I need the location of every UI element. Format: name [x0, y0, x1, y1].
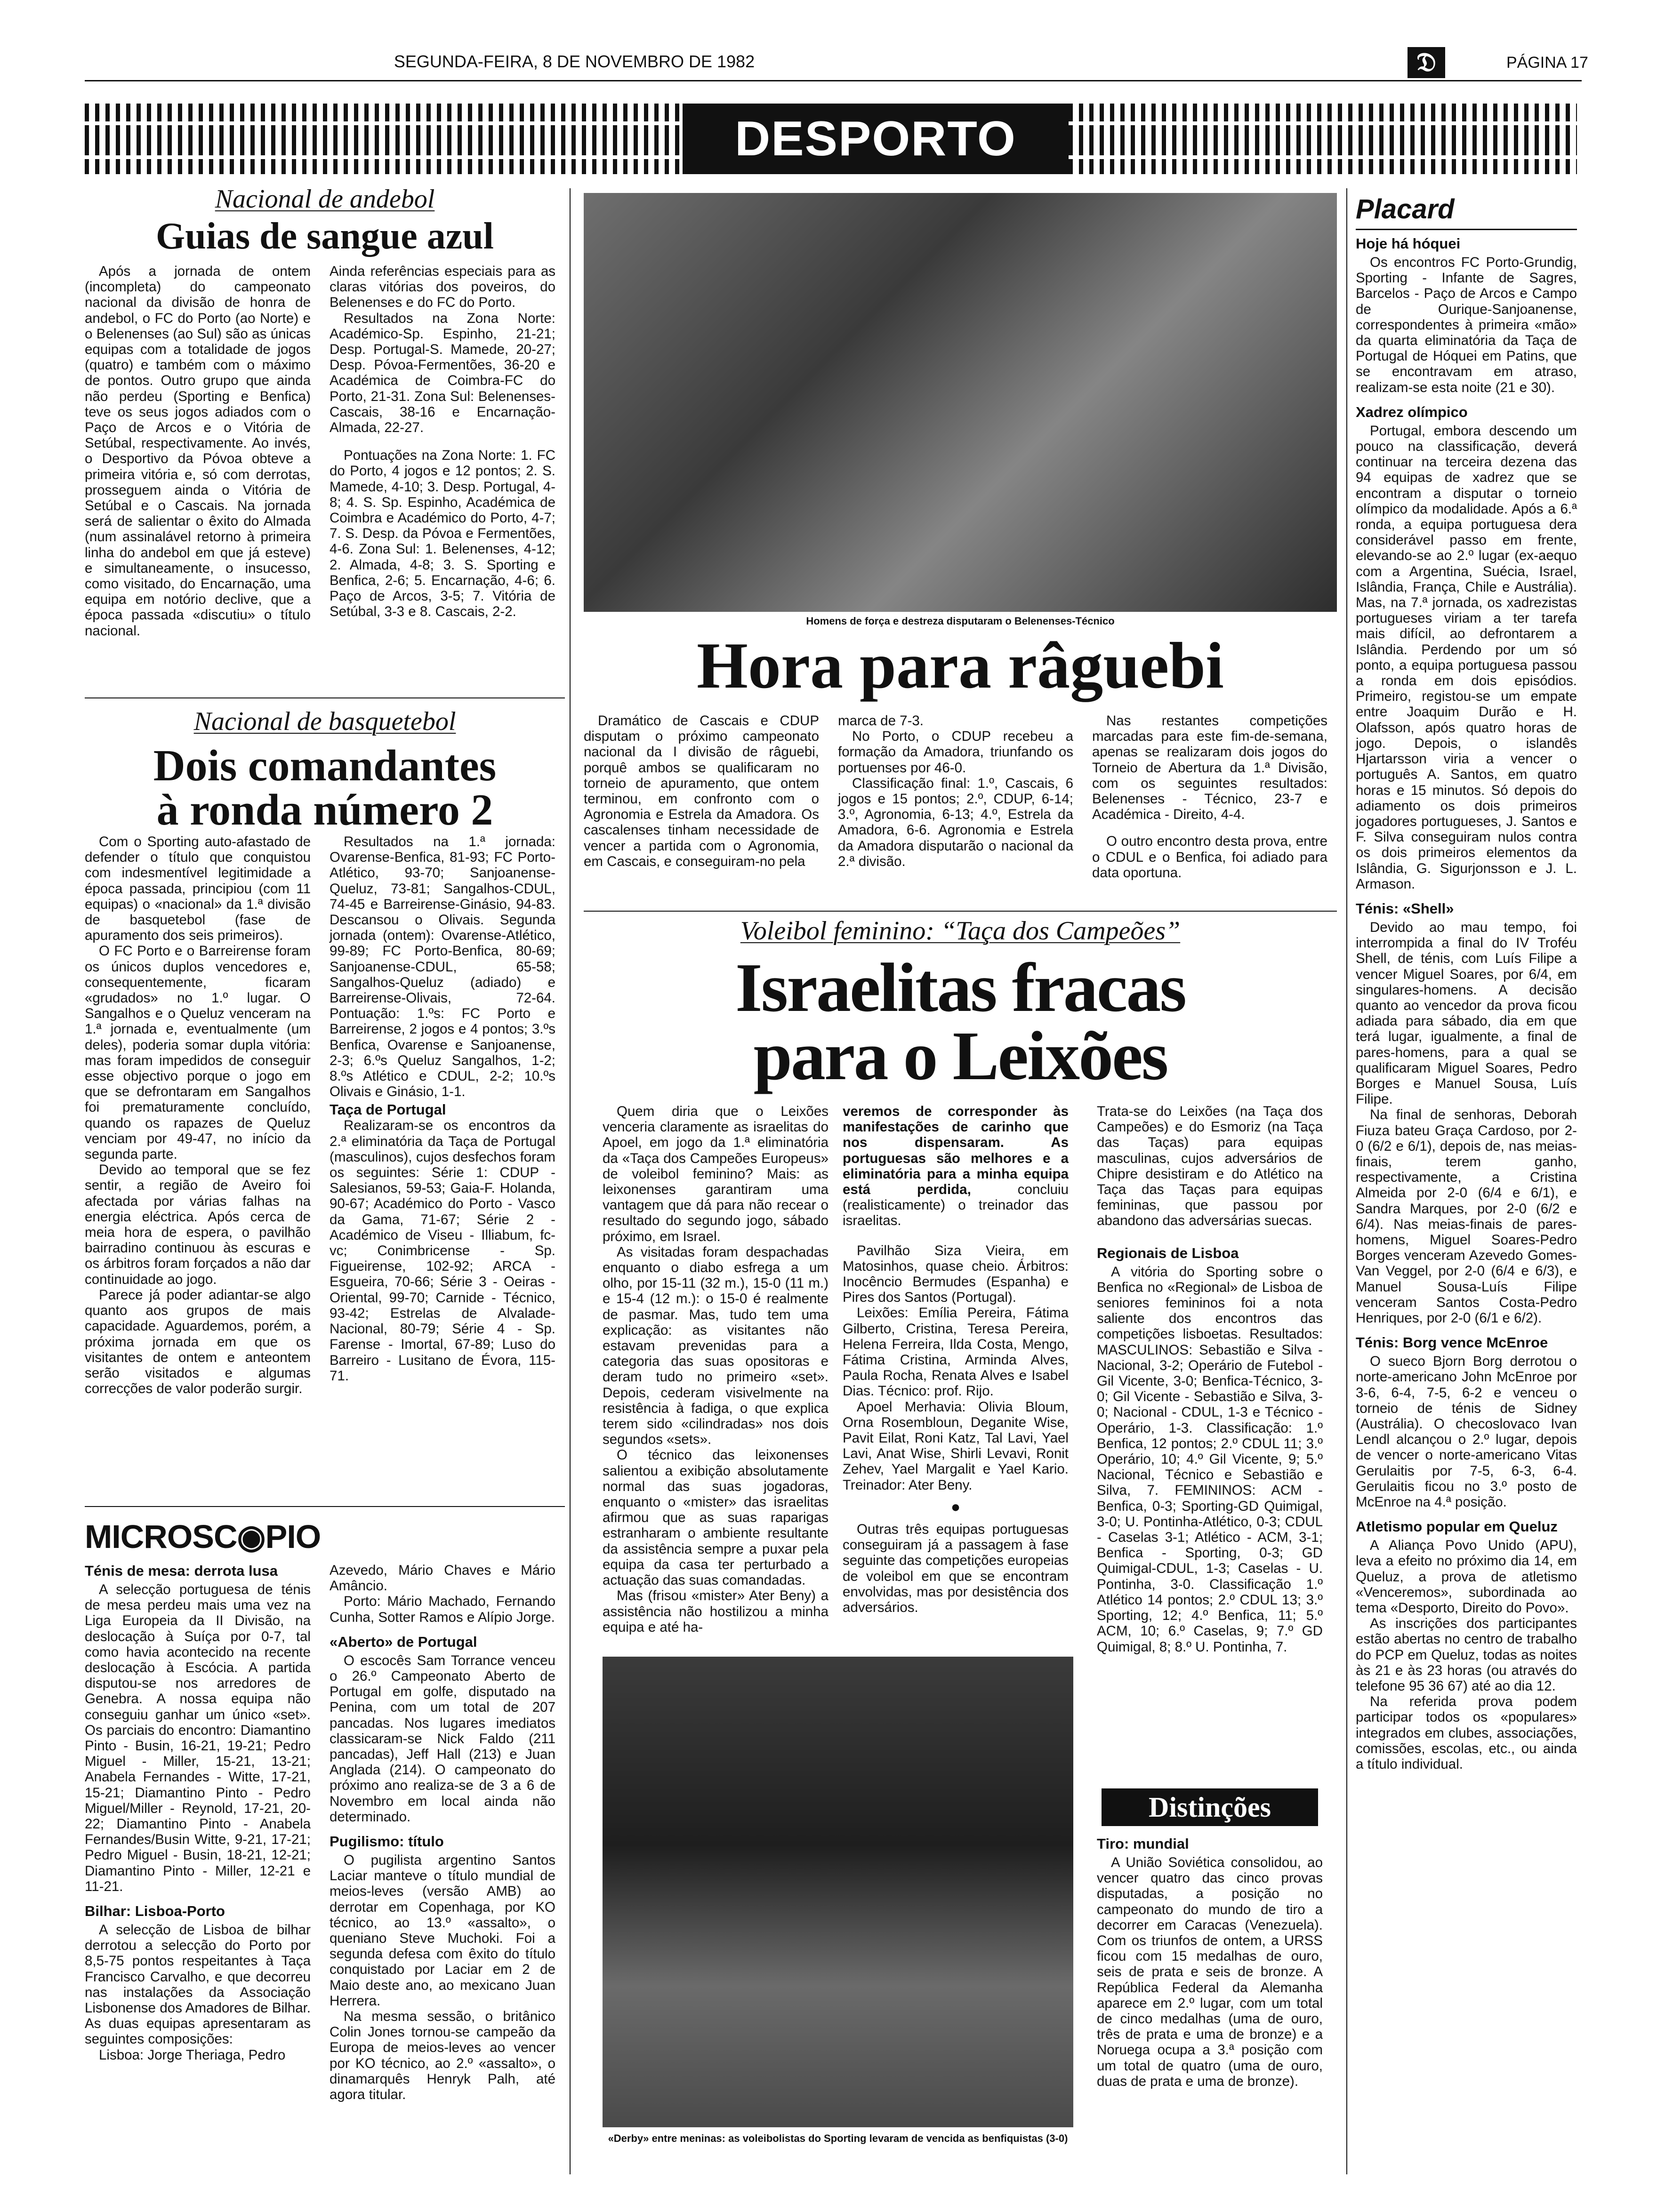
bilhar-porto: Porto: Mário Machado, Fernando Cunha, Sotter Ramos e Alípio Jorge.: [330, 1594, 555, 1625]
basquetebol-col2: [330, 834, 555, 1384]
rugby-col1: [584, 713, 819, 869]
voleibol-quote-bold: veremos de corresponder às manifestações de carinho que nos dispensaram. As portuguesas são melhores e a eliminatória para a minha equipa está perdida,: [843, 1104, 1069, 1198]
volleyball-photo-caption: «Derby» entre meninas: as voleibolistas do Sporting levaram de vencida as benfiquistas (3-0): [608, 2132, 1068, 2144]
bilhar-title: Bilhar: Lisboa-Porto: [85, 1903, 225, 1920]
regionais-text: A vitória do Sporting sobre o Benfica no «Regional» de Lisboa de seniores femininos foi a nota saliente dos encontros das competições lisboetas. Resultados: MASCULINOS: Sebastião e Silva - Nacional, 3-2; Operário de Futebol - Gil Vicente, 3-0; Benfica-Técnico, 3-0; Gil Vicente - Sebastião e Silva, 3-0; Nacional - CDUL, 1-3 e Técnico - Operário, 1-3. Classificação: 1.º Benfica, 12 pontos; 2.º CDUL 11; 3.º Operário, 10; 4.º Gil Vicente, 9; 5.º Nacional, Técnico e Sebastião e Silva, 7. FEMININOS: ACM - Benfica, 0-3; Sporting-GD Quimigal, 3-0; U. Pontinha-Atlético, 0-3; CDUL - Caselas 3-1; Atlético - ACM, 3-1; Benfica - Sporting, 0-3; GD Quimigal-CDUL, 1-3; Caselas - U. Pontinha, 3-0. Classificação 1.º Atlético 14 pontos; 2.º CDUL 13; 3.º Sporting, 12; 4.º Benfica, 11; 5.º ACM, 10; 6.º Caselas, 9; 7.º GD Quimigal, 8; 8.º U. Pontinha, 7.: [1097, 1264, 1323, 1655]
atletismo-text: A Aliança Povo Unido (APU), leva a efeito no próximo dia 14, em Queluz, a prova de atletismo «Venceremos», subordinada ao tema «Desporto, Direito do Povo».: [1356, 1538, 1577, 1616]
rugby-paragraph: Classificação final: 1.º, Cascais, 6 jogos e 15 pontos; 2.º, CDUP, 6-14; 3.º, Agronomia, 6-13; 4.º, Estrela da Amadora, 6-6. Agronomia e Estrela da Amadora disputarão o nacional da 2.ª divisão.: [838, 775, 1073, 869]
andebol-headline: Guias de sangue azul: [156, 216, 494, 257]
voleibol-paragraph: Trata-se do Leixões (na Taça dos Campeões) e do Esmoriz (na Taça das Taças) para equipas masculinas, cujos adversários de Chipre desistiram e do Atlético na Taça das Taças para equipas femininas, que passou por abandono das adversárias suecas.: [1097, 1104, 1323, 1229]
bilhar-continued: Azevedo, Mário Chaves e Mário Amâncio.: [330, 1563, 555, 1594]
voleibol-section-label: Voleibol feminino: “Taça dos Campeões”: [740, 916, 1181, 946]
microscopio-col1: [85, 1563, 311, 2063]
shell-text-2: Na final de senhoras, Deborah Fiuza bateu Graça Cardoso, por 2-0 (6/2 e 6/1), depois de, nas meias-finais, terem ganho, respectivamente, a Cristina Almeida por 2-0 (6/4 e 6/1), e Sandra Marques, por 2-0 (6/2 e 6/4). Nas meias-finais de pares-homens, Miguel Soares-Pedro Borges venceram Azevedo Gomes-Van Veggel, por 2-0 (6/4 e 6/3), e Manuel Sousa-Luís Filipe venceram Santos Costa-Pedro Henriques, por 2-0 (6/1 e 6/2).: [1356, 1107, 1577, 1326]
basquetebol-paragraph: Devido ao temporal que se fez sentir, a região de Aveiro foi afectada por várias falhas na energia eléctrica. Após cerca de meia hora de espera, o pavilhão bairradino continuou às escuras e os árbitros foram forçados a não dar continuidade ao jogo.: [85, 1162, 311, 1287]
voleibol-col2: [843, 1104, 1069, 1615]
microscopio-title: MICROSC◉PIO: [85, 1518, 321, 1555]
basquetebol-headline-1: Dois comandantes: [153, 741, 497, 790]
rugby-col3: [1092, 713, 1327, 881]
voleibol-col1: [603, 1104, 828, 1635]
tiro-text: A União Soviética consolidou, ao vencer quatro das cinco provas disputadas, a posição no campeonato do mundo de tiro a decorrer em Caracas (Venezuela). Com os triunfos de ontem, a URSS ficou com 15 medalhas de ouro, seis de prata e seis de bronze. A República Federal da Alemanha aparece em 2.º lugar, com um total de cinco medalhas (uma de ouro, três de prata e uma de bronze) e a Noruega ocupa a 3.ª posição com um total de quatro (uma de ouro, duas de prata e uma de bronze).: [1097, 1855, 1323, 2089]
distincoes-box-title: Distinções: [1102, 1788, 1318, 1826]
header-date: SEGUNDA-FEIRA, 8 DE NOVEMBRO DE 1982: [394, 52, 755, 71]
andebol-article: [85, 184, 565, 701]
andebol-divider: [85, 697, 565, 698]
aberto-title: «Aberto» de Portugal: [330, 1633, 477, 1650]
voleibol-paragraph: Outras três equipas portuguesas conseguiram já a passagem à fase seguinte das competições europeias de voleibol em que se encontram envolvidas, mas por desistência dos adversários.: [843, 1522, 1069, 1616]
rugby-divider: [584, 911, 1337, 912]
pugilismo-text: O pugilista argentino Santos Laciar manteve o título mundial de meios-leves (versão AMB) ao derrotar em Copenhaga, por KO técnico, ao 13.º «assalto», o queniano Steve Muchoki. Foi a segunda defesa com êxito do título conquistado por Laciar em 2 de Maio deste ano, ao mexicano Juan Herrera.: [330, 1852, 555, 2009]
rugby-paragraph: O outro encontro desta prova, entre o CDUL e o Benfica, foi adiado para data oportuna.: [1092, 834, 1327, 881]
page-number: PÁGINA 17: [1506, 54, 1588, 72]
hoquei-text: Os encontros FC Porto-Grundig, Sporting - Infante de Sagres, Barcelos - Paço de Arcos e Campo de Ourique-Sanjoanense, correspondentes à primeira «mão» da quarta eliminatória da Taça de Portugal de Hóquei em Patins, que se encontravam em atraso, realizam-se esta noite (21 e 30).: [1356, 255, 1577, 395]
basquetebol-paragraph: Com o Sporting auto-afastado de defender o título que conquistou com indesmentível legitimidade a época passada, principiou (com 11 equipas) o «nacional» da 1.ª divisão de basquetebol (fase de apuramento dos seis primeiros).: [85, 834, 311, 944]
header-rule: [85, 80, 1582, 81]
placard-column: [1356, 193, 1582, 2170]
left-column-rule: [570, 188, 571, 2174]
basquetebol-paragraph: O FC Porto e o Barreirense foram os únicos duplos vencedores e, consequentemente, ficaram «grudados» no 1.º lugar. O Sangalhos e o Queluz venceram na 1.ª jornada e, eventualmente (um deles), poderia somar dupla vitória: mas foram impedidos de conseguir esse objectivo porque o jogo em que se defrontaram em Sangalhos foi prematuramente concluído, quando os rapazes de Queluz venciam por 49-47, no início da segunda parte.: [85, 943, 311, 1162]
voleibol-headline-2: para o Leixões: [753, 1018, 1167, 1095]
andebol-paragraph: Após a jornada de ontem (incompleta) do campeonato nacional da divisão de honra de andebol, o FC do Porto (ao Norte) e o Belenenses (ao Sul) são as únicas equipas com a totalidade de jogos (quatro) e também com o máximo de pontos. Outro grupo que ainda não perdeu (Sporting e Benfica) teve os seus jogos adiados com o Paço de Arcos e o Vitória de Setúbal, respectivamente. Ao invés, o Desportivo da Póvoa obteve a primeira vitória e, só com derrotas, prosseguem ainda o Vitória de Setúbal e o Cascais. Na jornada será de salientar o êxito do Almada (num assinalável retorno à primeira linha do andebol em que já esteve) e simultaneamente, o insucesso, como visitado, do Encarnação, uma equipa em notório declive, que a época passada «discutiu» o título nacional.: [85, 264, 311, 639]
voleibol-col3: [1097, 1104, 1323, 1655]
voleibol-headline-1: Israelitas fracas: [735, 949, 1185, 1026]
regionais-title: Regionais de Lisboa: [1097, 1244, 1239, 1261]
tenis-mesa-text: A selecção portuguesa de ténis de mesa perdeu mais uma vez na Liga Europeia da II Divisão, na deslocação à Suíça por 0-7, tal como havia acontecido na recente deslocação à Escócia. A partida disputou-se nos arredores de Genebra. A nossa equipa não conseguiu ganhar um único «set». Os parciais do encontro: Diamantino Pinto - Busin, 16-21, 19-21; Pedro Miguel - Miller, 15-21, 13-21; Anabela Fernandes - Witte, 17-21, 15-21; Diamantino Pinto - Pedro Miguel/Miller - Reynold, 17-21, 20-22; Diamantino Pinto - Anabela Fernandes/Busin Witte, 9-21, 17-21; Pedro Miguel - Busin, 18-21, 12-21; Diamantino Pinto - Miller, 12-21 e 11-21.: [85, 1582, 311, 1894]
andebol-col2: [330, 264, 555, 619]
voleibol-paragraph: Pavilhão Siza Vieira, em Matosinhos, quase cheio. Árbitros: Inocêncio Bermudes (Espanha) e Pires dos Santos (Portugal).: [843, 1242, 1069, 1306]
placard-title: Placard: [1356, 194, 1455, 224]
aberto-text: O escocês Sam Torrance venceu o 26.º Campeonato Aberto de Portugal em golfe, disputado na Penina, com um total de 207 pancadas. Nos lugares imediatos classicaram-se Nick Faldo (211 pancadas), Jeff Hall (213) e Juan Anglada (214). O campeonato do próximo ano realiza-se de 3 a 6 de Novembro em local ainda não determinado.: [330, 1652, 555, 1825]
section-banner: [85, 104, 1577, 174]
xadrez-title: Xadrez olímpico: [1356, 403, 1468, 420]
bilhar-text: A selecção de Lisboa de bilhar derrotou a selecção do Porto por 8,5-75 pontos respeitantes à Taça Francisco Carvalho, e que decorreu nas instalações da Associação Lisbonense dos Amadores de Bilhar. As duas equipas apresentaram as seguintes composições:: [85, 1922, 311, 2047]
basquetebol-article: [85, 706, 565, 1506]
voleibol-paragraph: O técnico das leixonenses salientou a exibição absolutamente normal das suas jogadoras, enquanto o «mister» das israelitas afirmou que as suas raparigas estranharam o ambiente resultante da assistência sempre a puxar pela equipa da casa ter perturbado a actuação das suas comandadas.: [603, 1447, 828, 1588]
rugby-col2: [838, 713, 1073, 869]
atletismo-title: Atletismo popular em Queluz: [1356, 1518, 1558, 1535]
voleibol-paragraph: Mas (frisou «mister» Ater Beny) a assistência não hostilizou a minha equipa e até ha-: [603, 1588, 828, 1635]
page-header: [0, 0, 1657, 85]
pugilismo-title: Pugilismo: título: [330, 1833, 444, 1850]
andebol-section-label: Nacional de andebol: [215, 184, 435, 214]
voleibol-paragraph: Quem diria que o Leixões venceria claramente as israelitas do Apoel, em jogo da 1.ª eliminatória da «Taça dos Campeões Europeus» de voleibol feminino? Mais: as leixonenses garantiram uma vantagem que dá para não recear o resultado do segundo jogo, sábado próximo, em Israel.: [603, 1104, 828, 1244]
andebol-paragraph: Resultados na Zona Norte: Académico-Sp. Espinho, 21-21; Desp. Portugal-S. Mamede, 20-27; Desp. Póvoa-Fermentões, 36-20 e Académica de Coimbra-FC do Porto, 21-31. Zona Sul: Belenenses-Cascais, 38-16 e Encarnação-Almada, 22-27.: [330, 310, 555, 436]
taca-portugal-text: Realizaram-se os encontros da 2.ª eliminatória da Taça de Portugal (masculinos), cujos desfechos foram os seguintes: Série 1: CDUP - Salesianos, 59-53; Gaia-F. Holanda, 90-67; Académico do Porto - Vasco da Gama, 71-67; Série 2 - Académico de Viseu - Illiabum, fc-vc; Conimbricense - Sp. Figueirense, 102-92; ARCA - Esgueira, 70-66; Série 3 - Oeiras - Oriental, 99-70; Carnide - Técnico, 93-42; Estrelas de Alvalade-Nacional, 80-79; Série 4 - Sp. Farense - Imortal, 67-89; Luso do Barreiro - Lusitano de Évora, 115-71.: [330, 1118, 555, 1384]
volleyball-photo: [603, 1657, 1073, 2127]
distincoes-column: [1097, 1835, 1323, 2089]
shell-title: Ténis: «Shell»: [1356, 900, 1454, 917]
pugilismo-text-2: Na mesma sessão, o britânico Colin Jones tornou-se campeão da Europa de meios-leves ao vencer por KO técnico, ao 2.º «assalto», o dinamarquês Henryk Palh, até agora titular.: [330, 2009, 555, 2103]
rugby-headline: Hora para râguebi: [697, 629, 1224, 702]
rugby-paragraph: Dramático de Cascais e CDUP disputam o próximo campeonato nacional da I divisão de râguebi, porquê ambos se qualificaram no torneio de apuramento, que ontem terminou, em confronto com o Agronomia e Estrela da Amadora. Os cascalenses tinham necessidade de vencer a partida com o Agronomia, em Cascais, e conseguiram-no pela: [584, 713, 819, 869]
newspaper-logo: 𝔇: [1408, 47, 1445, 78]
separator-dot: ●: [950, 1498, 961, 1516]
xadrez-text: Portugal, embora descendo um pouco na classificação, deverá continuar na terceira dezena das 94 equipas de xadrez que se encontram a disputar o torneio olímpico da modalidade. Após a 6.ª ronda, a equipa portuguesa dera considerável passo em frente, elevando-se ao 2.º lugar (ex-aequo com a Argentina, Suécia, Israel, Islândia, França, Chile e Austrália). Mas, na 7.ª jornada, os xadrezistas portugueses viriam a ter tarefa mais difícil, ao defrontarem a Islândia. Perdendo por um só ponto, a equipa portuguesa passou a ronda em dois episódios. Primeiro, registou-se um empate entre Joaquim Durão e H. Olafsson, após quatro horas de jogo. Depois, o islandês Hjartarsson viria a vencer o português A. Santos, em quatro horas e 15 minutos. Só depois do adiamento os dois primeiros jogadores portugueses, J. Santos e F. Silva conseguiram nulos contra os dois primeiros elementos da Islândia, G. Sigurjonsson e J. L. Armason.: [1356, 423, 1577, 892]
rugby-photo: [584, 193, 1337, 612]
basquetebol-headline-2: à ronda número 2: [156, 785, 493, 834]
section-title: DESPORTO: [683, 104, 1069, 174]
tenis-mesa-title: Ténis de mesa: derrota lusa: [85, 1563, 278, 1579]
microscopio-col2: [330, 1563, 555, 2102]
andebol-col1: [85, 264, 311, 639]
basquetebol-section-label: Nacional de basquetebol: [193, 707, 456, 736]
shell-text: Devido ao mau tempo, foi interrompida a final do IV Troféu Shell, de ténis, com Luís Filipe a vencer Miguel Soares, por 6/4, em singulares-homens. A decisão quanto ao vencedor da prova ficou adiada para sábado, dia em que terá lugar, igualmente, a final de pares-homens, para a qual se qualificaram Miguel Soares, Pedro Borges e Manuel Sousa, Luís Filipe.: [1356, 919, 1577, 1107]
rugby-photo-caption: Homens de força e destreza disputaram o Belenenses-Técnico: [806, 615, 1115, 627]
voleibol-paragraph: Leixões: Emília Pereira, Fátima Gilberto, Cristina, Teresa Pereira, Helena Ferreira, Ilda Costa, Mengo, Fátima Cristina, Arminda Alves, Paula Rocha, Renata Alves e Isabel Dias. Técnico: prof. Rijo.: [843, 1305, 1069, 1399]
microscopio-section: [85, 1515, 565, 2174]
bilhar-text-2: Lisboa: Jorge Theriaga, Pedro: [99, 2047, 286, 2063]
andebol-paragraph: Pontuações na Zona Norte: 1. FC do Porto, 4 jogos e 12 pontos; 2. S. Mamede, 4-10; 3. Desp. Portugal, 4-8; 4. S. Sp. Espinho, Académica de Coimbra e Académico do Porto, 4-7; 7. S. Desp. da Póvoa e Fermentões, 4-6. Zona Sul: 1. Belenenses, 4-12; 2. Almada, 4-8; 3. S. Sporting e Benfica, 2-6; 5. Encarnação, 4-6; 6. Paço de Arcos, 3-5; 7. Vitória de Setúbal, 3-3 e 8. Cascais, 2-2.: [330, 448, 555, 620]
hoquei-title: Hoje há hóquei: [1356, 235, 1461, 252]
taca-portugal-title: Taça de Portugal: [330, 1101, 446, 1118]
voleibol-quote-rest: concluiu (realisticamente) o treinador das israelitas.: [843, 1182, 1069, 1229]
basquetebol-paragraph: Parece já poder adiantar-se algo quanto aos grupos de mais capacidade. Aguardemos, porém, a próxima jornada em que os visitantes de ontem e anteontem serão visitados e algumas correcções de valor poderão surgir.: [85, 1287, 311, 1397]
borg-text: O sueco Bjorn Borg derrotou o norte-americano John McEnroe por 3-6, 6-4, 7-5, 6-2 e venceu o torneio de ténis de Sidney (Austrália). O checoslovaco Ivan Lendl alcançou o 2.º lugar, depois de vencer o norte-americano Vitas Gerulaitis por 7-5, 6-3, 6-4. Gerulaitis ficou no 3.º posto de McEnroe na 4.ª posição.: [1356, 1354, 1577, 1510]
placard-body: [1356, 235, 1577, 1772]
rugby-paragraph: marca de 7-3.: [838, 713, 924, 729]
voleibol-paragraph: Apoel Merhavia: Olivia Bloum, Orna Rosembloun, Deganite Wise, Pavit Eilat, Roni Katz, Tal Lavi, Yael Lavi, Anat Wise, Shirli Levavi, Ronit Zehev, Yael Margalit e Yael Kario. Treinador: Ater Beny.: [843, 1399, 1069, 1493]
basquetebol-col1: [85, 834, 311, 1396]
rugby-paragraph: Nas restantes competições marcadas para este fim-de-semana, apenas se realizaram dois jogos do Torneio de Abertura da 1.ª Divisão, com os seguintes resultados: Belenenses - Técnico, 23-7 e Académica - Direito, 4-4.: [1092, 713, 1327, 823]
andebol-paragraph: Ainda referências especiais para as claras vitórias dos poveiros, do Belenenses e do FC do Porto.: [330, 264, 555, 311]
atletismo-text-2: As inscrições dos participantes estão abertas no centro de trabalho do PCP em Queluz, todas as noites às 21 e às 23 horas (ou através do telefone 95 36 67) até ao dia 12.: [1356, 1616, 1577, 1694]
rugby-paragraph: No Porto, o CDUP recebeu a formação da Amadora, triunfando os portuenses por 46-0.: [838, 729, 1073, 776]
placard-rule: [1356, 229, 1577, 230]
voleibol-paragraph: As visitadas foram despachadas enquanto o diabo esfrega a um olho, por 15-11 (32 m.), 15-0 (11 m.) e 15-4 (12 m.): o 15-0 é realmente de pasmar. Mas, tudo tem uma explicação: as visitantes não estavam prevenidas para a categoria das suas opositoras e deram tudo no primeiro «set». Depois, cederam visivelmente na resistência à fadiga, o que explica terem sido «cilindradas» nos dois segundos «sets».: [603, 1244, 828, 1448]
right-column-rule: [1346, 188, 1347, 2174]
basquetebol-paragraph: Resultados na 1.ª jornada: Ovarense-Benfica, 81-93; FC Porto-Atlético, 93-70; Sanjoanense-Queluz, 73-81; Sangalhos-CDUL, 74-45 e Barreirense-Ginásio, 94-83. Descansou o Olivais. Segunda jornada (ontem): Ovarense-Atlético, 99-89; FC Porto-Benfica, 80-69; Sanjoanense-CDUL, 65-58; Sangalhos-Queluz (adiado) e Barreirense-Olivais, 72-64. Pontuação: 1.ºs: FC Porto e Barreirense, 2 jogos e 4 pontos; 3.ºs Benfica, Ovarense e Sanjoanense, 2-3; 6.ºs Queluz Sangalhos, 1-2; 8.ºs Atlético e CDUL, 2-2; 10.ºs Olivais e Ginásio, 1-1.: [330, 834, 555, 1100]
borg-title: Ténis: Borg vence McEnroe: [1356, 1334, 1548, 1351]
atletismo-text-3: Na referida prova podem participar todos os «populares» integrados em clubes, associações, comissões, escolas, etc., ou ainda a título individual.: [1356, 1694, 1577, 1772]
basquetebol-divider: [85, 1506, 565, 1507]
tiro-title: Tiro: mundial: [1097, 1835, 1189, 1852]
